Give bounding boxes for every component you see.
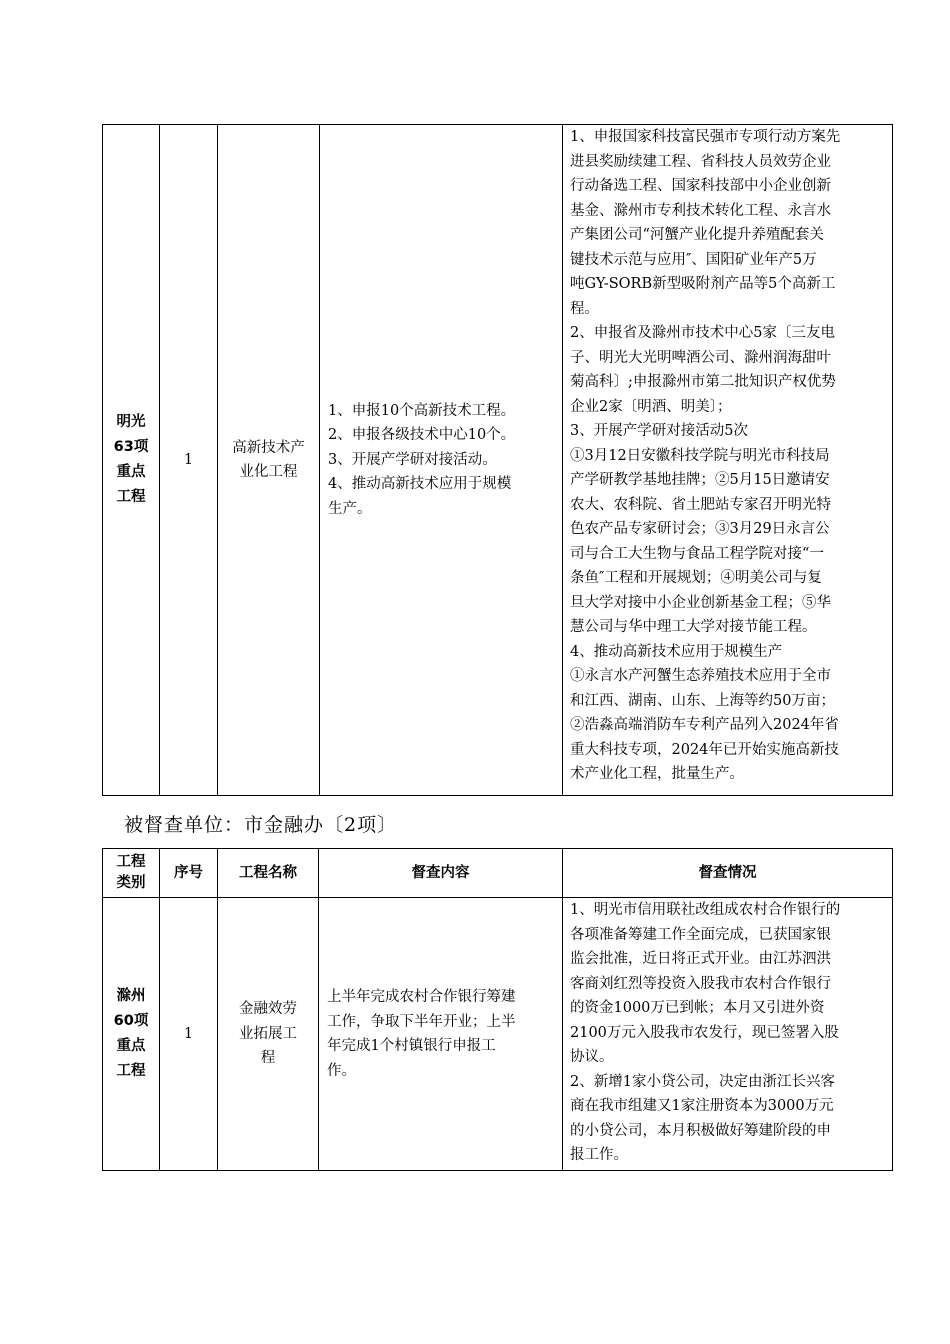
header-name: 工程名称 <box>218 849 319 898</box>
project-category: 明光 63项 重点 工程 <box>103 125 160 796</box>
sequence-number: 1 <box>160 125 218 796</box>
project-name: 高新技术产 业化工程 <box>218 125 320 796</box>
header-status: 督查情况 <box>563 849 893 898</box>
inspection-status: 1、明光市信用联社改组成农村合作银行的 各项准备筹建工作全面完成，已获国家银 监会批准，近日将正式开业。由江苏泗洪 客商刘红烈等投资入股我市农村合作银行 的资金1000万已到帐；本月又引进外资 2100万元入股我市农发行，现已签署入股 协议。 2、新增1家小贷公司，决定由浙江长兴客 商在我市组建又1家注册资本为3000万元 的小贷公司，本月积极做好筹建阶段的申 报工作。 <box>563 898 893 1171</box>
project-name: 金融效劳 业拓展工 程 <box>218 898 319 1171</box>
table-header-row <box>103 849 893 898</box>
inspection-content: 上半年完成农村合作银行筹建 工作，争取下半年开业；上半 年完成1个村镇银行申报工 作。 <box>319 898 563 1171</box>
inspection-status: 1、申报国家科技富民强市专项行动方案先 进县奖励续建工程、省科技人员效劳企业 行动备选工程、国家科技部中小企业创新 基金、滁州市专利技术转化工程、永言水 产集团公司“河蟹产业化提升养殖配套关 键技术示范与应用″、国阳矿业年产5万 吨GY-SORB新型吸附剂产品等5个高新工 程。 2、申报省及滁州市技术中心5家〔三友电 子、明光大光明啤酒公司、滁州润海甜叶 菊高科〕;申报滁州市第二批知识产权优势 企业2家〔明酒、明美〕； 3、开展产学研对接活动5次 ①3月12日安徽科技学院与明光市科技局 产学研教学基地挂牌；②5月15日邀请安 农大、农科院、省土肥站专家召开明光特 色农产品专家研讨会；③3月29日永言公 司与合工大生物与食品工程学院对接“一 条鱼″工程和开展规划；④明美公司与复 旦大学对接中小企业创新基金工程；⑤华 慧公司与华中理工大学对接节能工程。 4、推动高新技术应用于规模生产 ①永言水产河蟹生态养殖技术应用于全市 和江西、湖南、山东、上海等约50万亩； ②浩淼高端消防车专利产品列入2024年省 重大科技专项，2024年已开始实施高新技 术产业化工程，批量生产。 <box>563 125 893 796</box>
project-category: 滁州 60项 重点 工程 <box>103 898 160 1171</box>
section-caption: 被督查单位：市金融办〔2项〕 <box>124 814 398 836</box>
header-category: 工程 类别 <box>103 849 160 898</box>
project-table-finance <box>102 848 893 1171</box>
header-seq: 序号 <box>160 849 218 898</box>
inspection-content: 1、申报10个高新技术工程。 2、申报各级技术中心10个。 3、开展产学研对接活动。 4、推动高新技术应用于规模 生产。 <box>320 125 563 796</box>
header-content: 督查内容 <box>319 849 563 898</box>
sequence-number: 1 <box>160 898 218 1171</box>
table-row <box>103 125 893 796</box>
table-row <box>103 898 893 1171</box>
project-table-mingguang <box>102 124 893 796</box>
